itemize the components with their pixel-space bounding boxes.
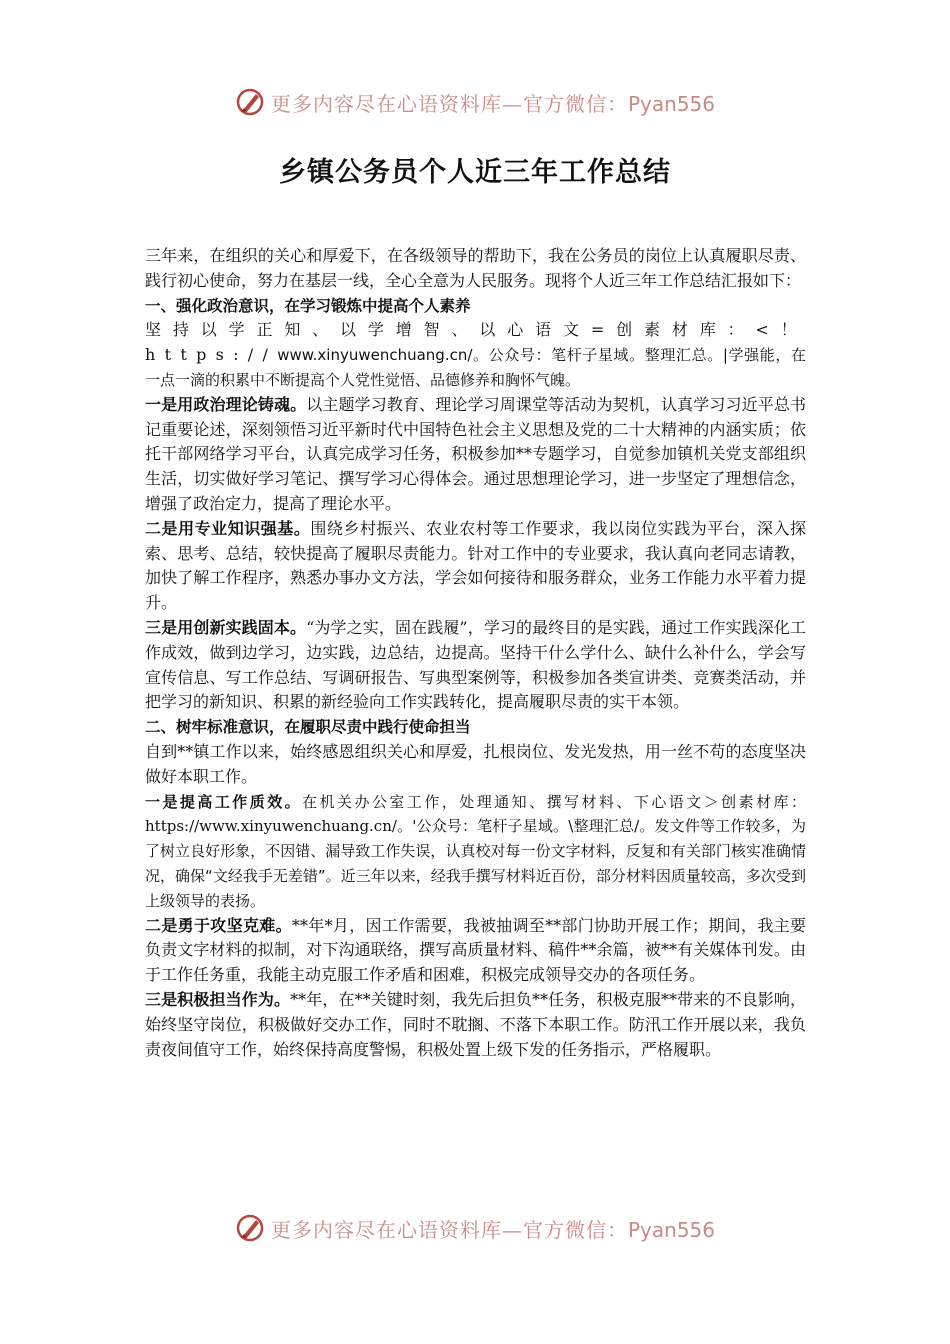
section1-item: 三是用创新实践固本。“为学之实，固在践履”，学习的最终目的是实践，通过工作实践深化工作成效，做到边学习，边实践，边总结，边提高。坚持干什么学什么、缺什么补什么，学会写宣传信息、写工作总结、写调研报告、写典型案例等，积极参加各类宣讲类、竞赛类活动，并把学习的新知识、积累的新经验向工作实践转化，提高履职尽责的实干本领。 <box>145 617 806 712</box>
intro-paragraph: 三年来，在组织的关心和厚爱下，在各级领导的帮助下，我在公务员的岗位上认真履职尽责、践行初心使命，努力在基层一线，全心全意为人民服务。现将个人近三年工作总结汇报如下： <box>145 246 806 290</box>
section1-heading: 一、强化政治意识，在学习锻炼中提高个人素养 <box>145 296 471 315</box>
section1-item: 一是用政治理论铸魂。以主题学习教育、理论学习周课堂等活动为契机，认真学习习近平总书记重要论述，深刻领悟习近平新时代中国特色社会主义思想及党的二十大精神的内涵实质；依托干部网络学习平台，认真完成学习任务，积极参加**专题学习，自觉参加镇机关党支部组织生活，切实做好学习笔记、撰写学习心得体会。通过思想理论学习，进一步坚定了理想信念，增强了政治定力，提高了理论水平。 <box>145 394 806 513</box>
section1-lead: 坚持以学正知、以学增智、以心语文=创素材库：<！https://www.xinyuwenchuang.cn/。公众号：笔杆子星域。整理汇总。|学强能，在一点一滴的积累中不断提高个人党性觉悟、品德修养和胸怀气魄。 <box>145 320 806 389</box>
watermark-text: 更多内容尽在心语资料库—官方微信：Pyan556 <box>270 91 715 116</box>
pen-logo-icon <box>235 87 265 117</box>
section2-item: 一是提高工作质效。在机关办公室工作，处理通知、撰写材料、下心语文＞创素材库：https://www.xinyuwenchuang.cn/。'公众号：笔杆子星域。\整理汇总/。发文件等工作较多，为了树立良好形象，不因错、漏导致工作失误，认真校对每一份文字材料，反复和有关部门核实准确情况，确保“文经我手无差错”。近三年以来，经我手撰写材料近百份，部分材料因质量较高，多次受到上级领导的表扬。 <box>145 792 806 910</box>
watermark-banner-bottom <box>0 1210 950 1246</box>
section2-item: 二是勇于攻坚克难。**年*月，因工作需要，我被抽调至**部门协助开展工作；期间，我主要负责文字材料的拟制，对下沟通联络，撰写高质量材料、稿件**余篇，被**有关媒体刊发。由于工作任务重，我能主动克服工作矛盾和困难，积极完成领导交办的各项任务。 <box>145 915 806 985</box>
section2-lead: 自到**镇工作以来，始终感恩组织关心和厚爱，扎根岗位、发光发热，用一丝不苟的态度坚决做好本职工作。 <box>145 741 806 786</box>
document-title: 乡镇公务员个人近三年工作总结 <box>279 157 671 188</box>
watermark-banner-top <box>0 84 950 120</box>
watermark-text: 更多内容尽在心语资料库—官方微信：Pyan556 <box>270 1217 715 1242</box>
section2-heading: 二、树牢标准意识，在履职尽责中践行使命担当 <box>145 718 471 737</box>
section2-item: 三是积极担当作为。**年，在**关键时刻，我先后担负**任务，积极克服**带来的不良影响，始终坚守岗位，积极做好交办工作，同时不耽搁、不落下本职工作。防汛工作开展以来，我负责夜间值守工作，始终保持高度警惕，积极处置上级下发的任务指示，严格履职。 <box>145 989 806 1059</box>
pen-logo-icon <box>235 1213 265 1243</box>
document-body <box>145 244 806 1062</box>
section1-item: 二是用专业知识强基。围绕乡村振兴、农业农村等工作要求，我以岗位实践为平台，深入探索、思考、总结，较快提高了履职尽责能力。针对工作中的专业要求，我认真向老同志请教，加快了解工作程序，熟悉办事办文方法，学会如何接待和服务群众，业务工作能力水平着力提升。 <box>145 518 806 613</box>
